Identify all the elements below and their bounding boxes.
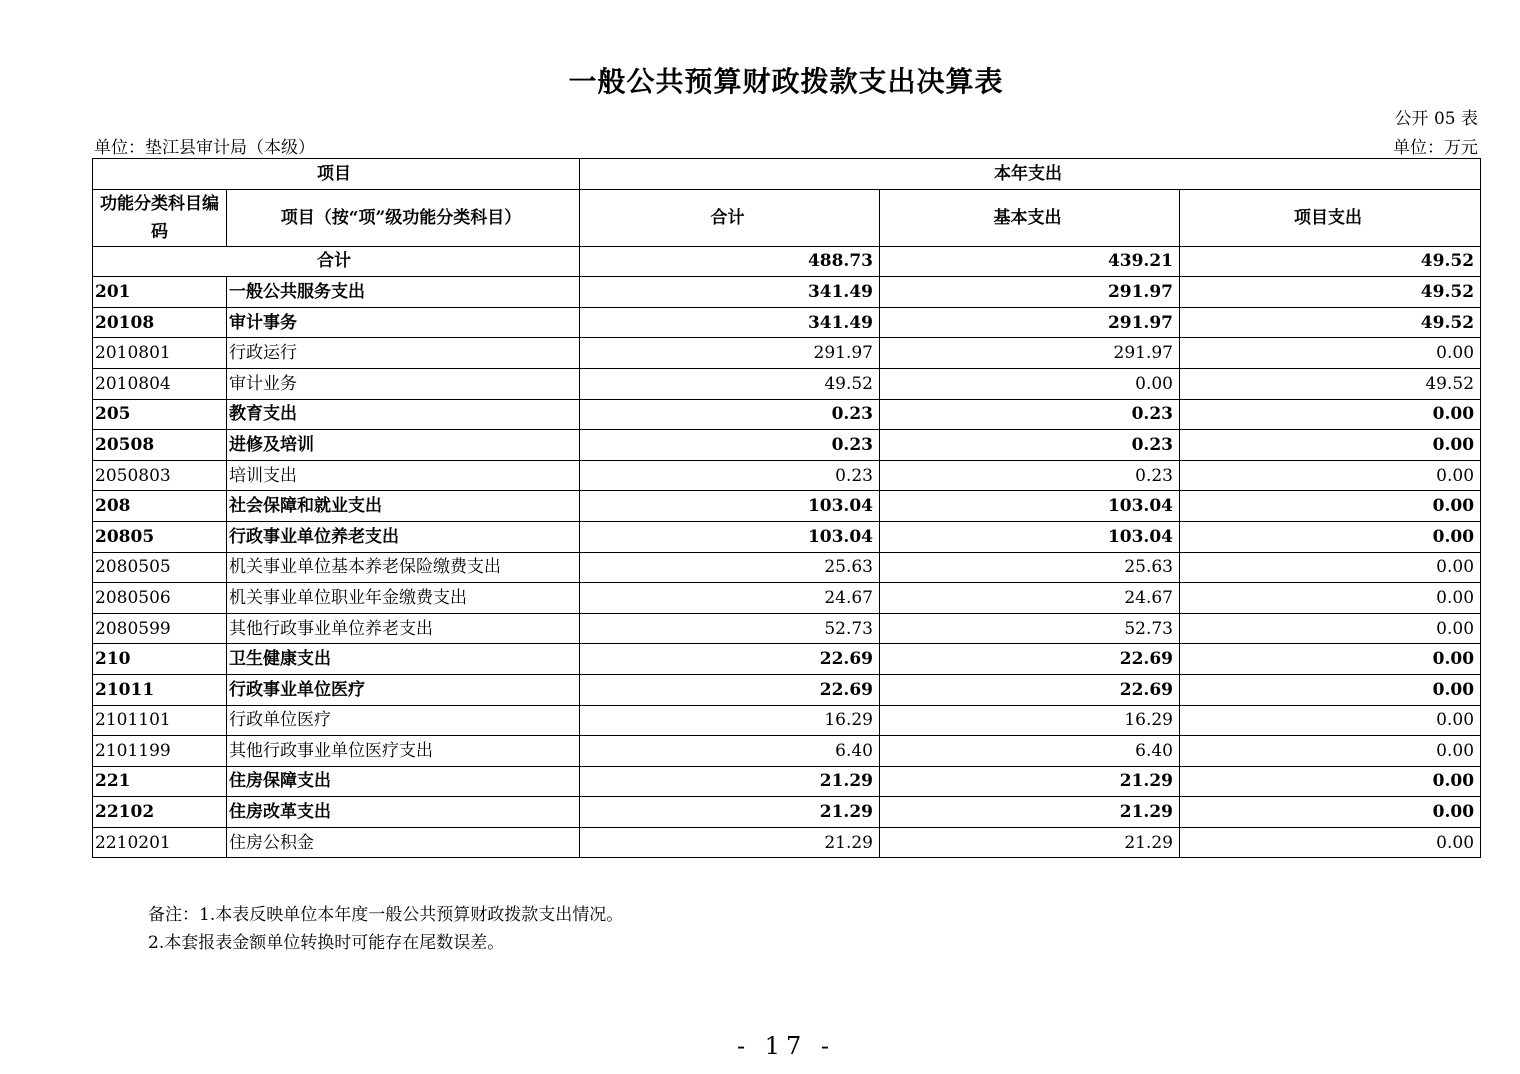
table-row (93, 460, 1481, 491)
cell-item-name: 审计业务 (227, 368, 580, 399)
cell-code: 2080506 (93, 583, 227, 614)
cell-item-name: 其他行政事业单位养老支出 (227, 613, 580, 644)
cell-project: 0.00 (1180, 827, 1481, 858)
cell-total: 103.04 (580, 521, 880, 552)
cell-total: 25.63 (580, 552, 880, 583)
cell-basic: 22.69 (880, 674, 1180, 705)
table-row (93, 399, 1481, 430)
table-row (93, 613, 1481, 644)
cell-basic: 22.69 (880, 644, 1180, 675)
header-code: 功能分类科目编码 (93, 189, 227, 246)
cell-basic: 24.67 (880, 583, 1180, 614)
cell-project: 49.52 (1180, 307, 1481, 338)
cell-project: 0.00 (1180, 430, 1481, 461)
table-row (93, 736, 1481, 767)
header-total: 合计 (580, 189, 880, 246)
cell-total: 22.69 (580, 674, 880, 705)
cell-project: 0.00 (1180, 797, 1481, 828)
table-row (93, 766, 1481, 797)
header-item-name: 项目（按“项”级功能分类科目） (227, 189, 580, 246)
cell-code: 2101199 (93, 736, 227, 767)
cell-basic: 0.00 (880, 368, 1180, 399)
total-project: 49.52 (1180, 246, 1481, 277)
page-title: 一般公共预算财政拨款支出决算表 (568, 65, 1004, 98)
note-2: 2.本套报表金额单位转换时可能存在尾数误差。 (148, 933, 505, 953)
cell-basic: 21.29 (880, 797, 1180, 828)
page-number: - 17 - (736, 1032, 835, 1060)
table-row (93, 491, 1481, 522)
cell-code: 2210201 (93, 827, 227, 858)
cell-code: 2050803 (93, 460, 227, 491)
cell-code: 2080599 (93, 613, 227, 644)
cell-total: 291.97 (580, 338, 880, 369)
cell-code: 208 (93, 491, 227, 522)
cell-item-name: 机关事业单位基本养老保险缴费支出 (227, 552, 580, 583)
table-row (93, 797, 1481, 828)
header-project: 项目 (93, 159, 580, 190)
cell-basic: 21.29 (880, 827, 1180, 858)
table-row (93, 430, 1481, 461)
cell-project: 0.00 (1180, 736, 1481, 767)
cell-code: 20508 (93, 430, 227, 461)
cell-project: 0.00 (1180, 552, 1481, 583)
cell-project: 0.00 (1180, 674, 1481, 705)
table-row (93, 277, 1481, 308)
cell-code: 210 (93, 644, 227, 675)
cell-basic: 21.29 (880, 766, 1180, 797)
cell-code: 2010804 (93, 368, 227, 399)
cell-item-name: 进修及培训 (227, 430, 580, 461)
total-basic: 439.21 (880, 246, 1180, 277)
total-row (93, 246, 1481, 277)
cell-total: 52.73 (580, 613, 880, 644)
total-amount: 488.73 (580, 246, 880, 277)
cell-basic: 291.97 (880, 307, 1180, 338)
cell-basic: 103.04 (880, 491, 1180, 522)
cell-item-name: 住房保障支出 (227, 766, 580, 797)
cell-total: 341.49 (580, 277, 880, 308)
cell-basic: 291.97 (880, 338, 1180, 369)
cell-item-name: 行政事业单位医疗 (227, 674, 580, 705)
cell-total: 0.23 (580, 399, 880, 430)
cell-code: 21011 (93, 674, 227, 705)
cell-code: 205 (93, 399, 227, 430)
form-number: 公开 05 表 (1394, 109, 1478, 129)
cell-project: 0.00 (1180, 460, 1481, 491)
cell-code: 20805 (93, 521, 227, 552)
cell-item-name: 其他行政事业单位医疗支出 (227, 736, 580, 767)
cell-project: 0.00 (1180, 491, 1481, 522)
cell-item-name: 审计事务 (227, 307, 580, 338)
table-row (93, 705, 1481, 736)
cell-item-name: 行政运行 (227, 338, 580, 369)
header-project-expenditure: 项目支出 (1180, 189, 1481, 246)
cell-total: 21.29 (580, 797, 880, 828)
cell-code: 20108 (93, 307, 227, 338)
cell-total: 49.52 (580, 368, 880, 399)
cell-code: 201 (93, 277, 227, 308)
cell-total: 341.49 (580, 307, 880, 338)
cell-basic: 0.23 (880, 399, 1180, 430)
cell-item-name: 卫生健康支出 (227, 644, 580, 675)
cell-item-name: 住房公积金 (227, 827, 580, 858)
cell-project: 0.00 (1180, 705, 1481, 736)
table-row (93, 552, 1481, 583)
cell-item-name: 培训支出 (227, 460, 580, 491)
cell-item-name: 住房改革支出 (227, 797, 580, 828)
cell-project: 0.00 (1180, 644, 1481, 675)
cell-basic: 103.04 (880, 521, 1180, 552)
header-basic: 基本支出 (880, 189, 1180, 246)
cell-total: 21.29 (580, 766, 880, 797)
cell-item-name: 一般公共服务支出 (227, 277, 580, 308)
cell-basic: 16.29 (880, 705, 1180, 736)
table-row (93, 521, 1481, 552)
table-row (93, 583, 1481, 614)
table-row (93, 827, 1481, 858)
total-label: 合计 (93, 246, 580, 277)
cell-item-name: 社会保障和就业支出 (227, 491, 580, 522)
cell-project: 0.00 (1180, 521, 1481, 552)
note-1: 备注：1.本表反映单位本年度一般公共预算财政拨款支出情况。 (148, 905, 624, 925)
cell-project: 0.00 (1180, 583, 1481, 614)
cell-item-name: 机关事业单位职业年金缴费支出 (227, 583, 580, 614)
cell-basic: 52.73 (880, 613, 1180, 644)
cell-basic: 0.23 (880, 460, 1180, 491)
cell-project: 49.52 (1180, 277, 1481, 308)
cell-item-name: 行政事业单位养老支出 (227, 521, 580, 552)
cell-basic: 0.23 (880, 430, 1180, 461)
cell-project: 0.00 (1180, 338, 1481, 369)
cell-total: 22.69 (580, 644, 880, 675)
cell-basic: 291.97 (880, 277, 1180, 308)
cell-total: 21.29 (580, 827, 880, 858)
cell-total: 103.04 (580, 491, 880, 522)
cell-basic: 25.63 (880, 552, 1180, 583)
cell-item-name: 行政单位医疗 (227, 705, 580, 736)
cell-total: 24.67 (580, 583, 880, 614)
table-row (93, 338, 1481, 369)
cell-code: 221 (93, 766, 227, 797)
header-current-year: 本年支出 (580, 159, 1481, 190)
cell-project: 49.52 (1180, 368, 1481, 399)
cell-project: 0.00 (1180, 613, 1481, 644)
table-row (93, 307, 1481, 338)
cell-project: 0.00 (1180, 766, 1481, 797)
reporting-unit: 单位：垫江县审计局（本级） (94, 138, 315, 158)
table-row (93, 368, 1481, 399)
cell-code: 2080505 (93, 552, 227, 583)
cell-basic: 6.40 (880, 736, 1180, 767)
cell-code: 22102 (93, 797, 227, 828)
cell-total: 0.23 (580, 430, 880, 461)
cell-total: 16.29 (580, 705, 880, 736)
cell-code: 2101101 (93, 705, 227, 736)
table-row (93, 674, 1481, 705)
cell-item-name: 教育支出 (227, 399, 580, 430)
cell-code: 2010801 (93, 338, 227, 369)
currency-unit: 单位：万元 (1393, 138, 1478, 158)
expenditure-table (92, 158, 1481, 858)
cell-project: 0.00 (1180, 399, 1481, 430)
cell-total: 0.23 (580, 460, 880, 491)
table-row (93, 644, 1481, 675)
cell-total: 6.40 (580, 736, 880, 767)
